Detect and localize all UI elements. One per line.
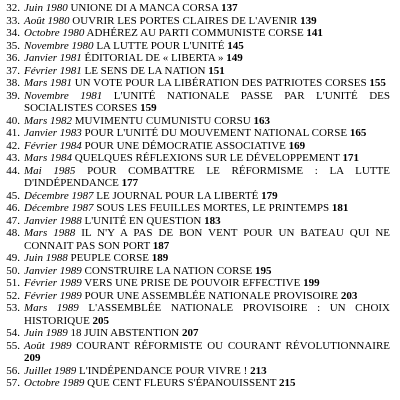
entry-date: Mars 1981 bbox=[24, 77, 72, 89]
entry-text bbox=[24, 202, 390, 215]
entry-page-number: 141 bbox=[306, 27, 323, 39]
entry-text bbox=[24, 127, 390, 140]
entry-text bbox=[24, 277, 390, 290]
toc-entry bbox=[0, 152, 390, 165]
entry-date: Novembre 1980 bbox=[24, 39, 94, 52]
entry-title: L'UNITÉ NATIONALE PASSE PAR L'UNITÉ DES SOCIALISTES CORSES bbox=[24, 89, 390, 114]
entry-title: UNIONE DI A MANCA CORSA bbox=[70, 2, 219, 14]
entry-page-number: 187 bbox=[152, 239, 170, 252]
entry-number: 34. bbox=[6, 27, 20, 39]
entry-date: Juin 1980 bbox=[24, 2, 68, 14]
toc-entry bbox=[0, 227, 390, 252]
entry-text bbox=[24, 2, 390, 15]
entry-number: 52. bbox=[6, 289, 20, 302]
entry-date: Mars 1989 bbox=[24, 302, 79, 314]
entry-page-number: 151 bbox=[208, 64, 225, 77]
entry-page-number: 181 bbox=[331, 202, 349, 214]
entry-number: 32. bbox=[6, 2, 20, 14]
toc-entry bbox=[0, 15, 390, 28]
entry-date: Mars 1988 bbox=[24, 227, 76, 239]
entry-page-number: 155 bbox=[369, 77, 386, 89]
entry-page-number: 169 bbox=[288, 139, 306, 152]
toc-entry bbox=[0, 40, 390, 53]
toc-entry bbox=[0, 215, 390, 228]
entry-text bbox=[24, 327, 390, 340]
entry-text bbox=[24, 265, 390, 278]
toc-entry bbox=[0, 90, 390, 115]
entry-title: MUVIMENTU CUMUNISTU CORSU bbox=[74, 114, 251, 127]
entry-title: QUELQUES RÉFLEXIONS SUR LE DÉVELOPPEMENT bbox=[74, 152, 340, 164]
entry-text bbox=[24, 40, 390, 53]
toc-entry bbox=[0, 115, 390, 128]
entry-number: 49. bbox=[6, 252, 20, 264]
entry-number: 42. bbox=[6, 139, 20, 152]
entry-title: LE SENS DE LA NATION bbox=[84, 64, 206, 77]
entry-number: 40. bbox=[6, 114, 20, 127]
entry-date: Décembre 1987 bbox=[24, 189, 94, 202]
entry-title: IL N'Y A PAS DE BON VENT POUR UN BATEAU QUI NE CONNAIT PAS SON PORT bbox=[24, 227, 391, 252]
entry-page-number: 163 bbox=[253, 114, 270, 127]
entry-number: 56. bbox=[6, 364, 20, 377]
entry-text bbox=[24, 115, 390, 128]
entry-title: POUR L'UNITÉ DU MOUVEMENT NATIONAL CORSE bbox=[84, 127, 348, 139]
entry-number: 51. bbox=[6, 277, 20, 289]
entry-page-number: 149 bbox=[226, 52, 243, 64]
entry-number: 54. bbox=[6, 327, 20, 339]
entry-date: Février 1989 bbox=[24, 289, 82, 302]
entry-number: 33. bbox=[6, 14, 20, 27]
entry-page-number: 159 bbox=[140, 102, 157, 114]
entry-page-number: 207 bbox=[181, 327, 199, 339]
toc-entry bbox=[0, 2, 390, 15]
entry-text bbox=[24, 227, 390, 252]
entry-title: CONSTRUIRE LA NATION CORSE bbox=[84, 264, 253, 277]
entry-title: COURANT RÉFORMISTE OU COURANT RÉVOLUTIONNAIRE bbox=[76, 339, 391, 352]
entry-number: 44. bbox=[6, 164, 20, 177]
entry-text bbox=[24, 77, 390, 90]
entry-title: POUR UNE ASSEMBLÉE NATIONALE PROVISOIRE bbox=[84, 289, 339, 302]
toc-entry bbox=[0, 265, 390, 278]
entry-date: Juin 1988 bbox=[24, 252, 68, 264]
toc-entry bbox=[0, 165, 390, 190]
entry-title: L'INDÉPENDANCE POUR VIVRE ! bbox=[79, 364, 248, 377]
entry-title: POUR COMBATTRE LE RÉFORMISME : LA LUTTE D'INDÉPENDANCE bbox=[24, 164, 390, 189]
toc-entry bbox=[0, 365, 390, 378]
entry-text bbox=[24, 90, 390, 115]
entry-text bbox=[24, 302, 390, 327]
entry-page-number: 183 bbox=[204, 214, 221, 227]
entry-title: LE JOURNAL POUR LA LIBERTÉ bbox=[96, 189, 259, 202]
table-of-contents bbox=[0, 2, 390, 390]
entry-page-number: 203 bbox=[340, 289, 358, 302]
entry-title: UN VOTE POUR LA LIBÉRATION DES PATRIOTES CORSES bbox=[74, 77, 367, 89]
toc-entry bbox=[0, 140, 390, 153]
entry-text bbox=[24, 190, 390, 203]
toc-entry bbox=[0, 277, 390, 290]
entry-date: Janvier 1983 bbox=[24, 127, 82, 139]
entry-number: 41. bbox=[6, 127, 20, 139]
entry-title: POUR UNE DÉMOCRATIE ASSOCIATIVE bbox=[84, 139, 286, 152]
entry-page-number: 145 bbox=[227, 39, 244, 52]
entry-title: LA LUTTE POUR L'UNITÉ bbox=[96, 39, 225, 52]
entry-title: PEUPLE CORSE bbox=[70, 252, 149, 264]
entry-page-number: 189 bbox=[151, 252, 169, 264]
entry-title: OUVRIR LES PORTES CLAIRES DE L'AVENIR bbox=[72, 14, 298, 27]
entry-number: 35. bbox=[6, 39, 20, 52]
entry-text bbox=[24, 27, 390, 40]
entry-date: Août 1980 bbox=[24, 14, 70, 27]
entry-text bbox=[24, 15, 390, 28]
entry-text bbox=[24, 365, 390, 378]
entry-date: Juillet 1989 bbox=[24, 364, 77, 377]
entry-date: Janvier 1989 bbox=[24, 264, 82, 277]
entry-date: Février 1984 bbox=[24, 139, 82, 152]
entry-number: 48. bbox=[6, 227, 20, 239]
toc-entry bbox=[0, 327, 390, 340]
toc-entry bbox=[0, 290, 390, 303]
entry-title: ÉDITORIAL DE « LIBERTA » bbox=[84, 52, 224, 64]
entry-text bbox=[24, 290, 390, 303]
entry-title: QUE CENT FLEURS S'ÉPANOUISSENT bbox=[87, 377, 277, 389]
entry-date: Décembre 1987 bbox=[24, 202, 94, 214]
entry-page-number: 199 bbox=[303, 277, 320, 289]
entry-date: Octobre 1980 bbox=[24, 27, 85, 39]
entry-number: 37. bbox=[6, 64, 20, 77]
entry-text bbox=[24, 52, 390, 65]
entry-title: VERS UNE PRISE DE POUVOIR EFFECTIVE bbox=[84, 277, 301, 289]
entry-page-number: 171 bbox=[342, 152, 360, 164]
entry-page-number: 177 bbox=[121, 177, 139, 189]
entry-number: 47. bbox=[6, 214, 20, 227]
entry-title: L'ASSEMBLÉE NATIONALE PROVISOIRE : UN CHOIX HISTORIQUE bbox=[24, 302, 390, 327]
entry-number: 57. bbox=[6, 377, 20, 389]
entry-title: ADHÉREZ AU PARTI COMMUNISTE CORSE bbox=[86, 27, 304, 39]
toc-entry bbox=[0, 65, 390, 78]
entry-date: Octobre 1989 bbox=[24, 377, 85, 389]
entry-title: 18 JUIN ABSTENTION bbox=[70, 327, 180, 339]
entry-date: Novembre 1981 bbox=[24, 89, 103, 102]
toc-entry bbox=[0, 27, 390, 40]
entry-date: Février 1989 bbox=[24, 277, 82, 289]
toc-entry bbox=[0, 190, 390, 203]
entry-date: Mars 1984 bbox=[24, 152, 72, 164]
entry-text bbox=[24, 252, 390, 265]
entry-number: 38. bbox=[6, 77, 20, 89]
entry-date: Mars 1982 bbox=[24, 114, 72, 127]
toc-entry bbox=[0, 202, 390, 215]
toc-entry bbox=[0, 340, 390, 365]
toc-entry bbox=[0, 252, 390, 265]
entry-page-number: 139 bbox=[300, 14, 317, 27]
entry-date: Février 1981 bbox=[24, 64, 82, 77]
entry-text bbox=[24, 377, 390, 390]
entry-page-number: 179 bbox=[261, 189, 278, 202]
entry-text bbox=[24, 152, 390, 165]
toc-entry bbox=[0, 77, 390, 90]
entry-page-number: 137 bbox=[221, 2, 238, 14]
entry-page-number: 213 bbox=[250, 364, 267, 377]
toc-entry bbox=[0, 52, 390, 65]
entry-title: SOUS LES FEUILLES MORTES, LE PRINTEMPS bbox=[96, 202, 330, 214]
entry-text bbox=[24, 215, 390, 228]
entry-page-number: 205 bbox=[92, 314, 110, 327]
entry-date: Janvier 1988 bbox=[24, 214, 82, 227]
entry-page-number: 215 bbox=[279, 377, 296, 389]
entry-number: 55. bbox=[6, 339, 20, 352]
entry-number: 53. bbox=[6, 302, 20, 314]
entry-number: 36. bbox=[6, 52, 20, 64]
entry-date: Janvier 1981 bbox=[24, 52, 82, 64]
entry-number: 45. bbox=[6, 189, 20, 202]
entry-date: Juin 1989 bbox=[24, 327, 68, 339]
entry-text bbox=[24, 65, 390, 78]
entry-text bbox=[24, 165, 390, 190]
entry-date: Août 1989 bbox=[24, 339, 72, 352]
entry-title: L'UNITÉ EN QUESTION bbox=[84, 214, 202, 227]
toc-entry bbox=[0, 377, 390, 390]
entry-number: 39. bbox=[6, 89, 20, 102]
entry-text bbox=[24, 340, 390, 365]
entry-page-number: 195 bbox=[255, 264, 272, 277]
entry-date: Mai 1985 bbox=[24, 164, 76, 177]
entry-number: 50. bbox=[6, 264, 20, 277]
entry-page-number: 209 bbox=[24, 352, 41, 364]
toc-entry bbox=[0, 127, 390, 140]
entry-number: 43. bbox=[6, 152, 20, 164]
toc-entry bbox=[0, 302, 390, 327]
entry-text bbox=[24, 140, 390, 153]
entry-number: 46. bbox=[6, 202, 20, 214]
entry-page-number: 165 bbox=[349, 127, 367, 139]
